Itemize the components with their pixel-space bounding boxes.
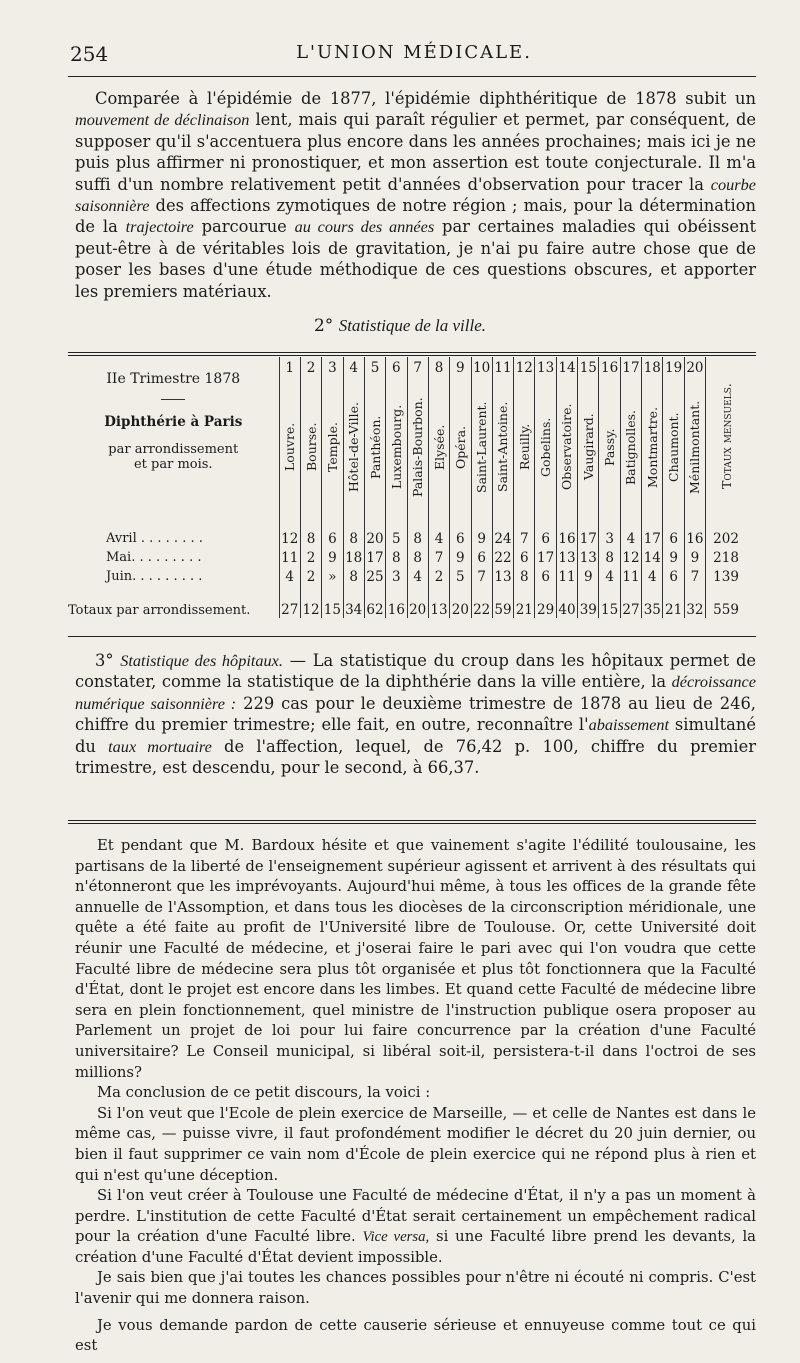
- spacer-cell: [407, 519, 428, 529]
- table-cell: 9: [663, 548, 684, 567]
- row-total: 139: [706, 567, 746, 586]
- table-cell: 6: [450, 529, 471, 548]
- article-paragraph: Si l'on veut créer à Toulouse une Faculté de médecine d'État, il n'y a pas un moment à perdre. L'institution de cette Faculté d'État serait certainement un empêchement radical pour la création d'une Faculté libre. Vice versa, si une Faculté libre prend les devants, la création d'une Faculté d'État devient impossible.: [75, 1187, 756, 1266]
- table-top-rule-2: [68, 355, 756, 356]
- table-cell: 11: [556, 567, 577, 586]
- col-number: 19: [663, 357, 684, 379]
- table-cell: 2: [300, 548, 321, 567]
- spacer-cell: [599, 519, 620, 529]
- emphasis: courbe saisonnière: [75, 174, 756, 216]
- table-cell: 34: [343, 586, 364, 618]
- spacer-cell: [343, 519, 364, 529]
- table-cell: 5: [450, 567, 471, 586]
- col-name-cell: [386, 379, 407, 519]
- col-name: Bourse.: [303, 422, 319, 472]
- table-cell: 6: [535, 529, 556, 548]
- spacer-cell: [578, 519, 599, 529]
- table-cell: 7: [684, 567, 705, 586]
- col-name-cell: [450, 379, 471, 519]
- table-cell: 13: [428, 586, 449, 618]
- table-cell: 8: [407, 548, 428, 567]
- table-body: [68, 519, 746, 618]
- spacer-cell: [620, 519, 641, 529]
- page-header: [70, 42, 758, 70]
- article-paragraph: Je sais bien que j'ai toutes les chances possibles pour n'être ni écouté ni compris. C'est l'avenir qui me donnera raison.: [75, 1269, 756, 1308]
- table-cell: 9: [471, 529, 492, 548]
- table-row: [68, 567, 746, 586]
- spacer-cell: [642, 519, 663, 529]
- col-name: Louvre.: [282, 422, 298, 472]
- col-number: 3: [322, 357, 343, 379]
- section-3-title: Statistique des hôpitaux.: [120, 651, 283, 670]
- emphasis: trajectoire: [125, 217, 194, 237]
- table-cell: 6: [471, 548, 492, 567]
- emphasis: abaissement: [588, 715, 670, 735]
- table-cell: 12: [279, 529, 300, 548]
- spacer-cell: [279, 519, 300, 529]
- table-top-rule: [68, 352, 756, 353]
- table-cell: 17: [578, 529, 599, 548]
- col-name-cell: [428, 379, 449, 519]
- spacer-cell: [68, 519, 279, 529]
- col-name: Palais-Bourbon.: [410, 397, 426, 497]
- table-cell: 2: [428, 567, 449, 586]
- table-cell: 20: [450, 586, 471, 618]
- col-name: Batignolles.: [623, 409, 639, 485]
- col-number: 7: [407, 357, 428, 379]
- emphasis: Vice versa,: [362, 1229, 430, 1246]
- sub-label-1: par arrondissement: [108, 442, 239, 457]
- col-number: 6: [386, 357, 407, 379]
- table-cell: »: [322, 567, 343, 586]
- col-number: 5: [364, 357, 385, 379]
- col-number: 11: [492, 357, 513, 379]
- totals-row: [68, 586, 746, 618]
- spacer-cell: [300, 519, 321, 529]
- col-number: 18: [642, 357, 663, 379]
- col-name: Hôtel-de-Ville.: [346, 402, 362, 492]
- table-row: [68, 529, 746, 548]
- table-cell: 9: [450, 548, 471, 567]
- table-cell: 15: [322, 586, 343, 618]
- col-name-cell: [663, 379, 684, 519]
- table-cell: 13: [492, 567, 513, 586]
- col-number: 20: [684, 357, 705, 379]
- spacer-cell: [386, 519, 407, 529]
- col-name-cell: [407, 379, 428, 519]
- table-cell: 21: [663, 586, 684, 618]
- article-body: [75, 836, 756, 1357]
- table-cell: 8: [343, 529, 364, 548]
- table-cell: 22: [471, 586, 492, 618]
- col-number: 17: [620, 357, 641, 379]
- row-total: 218: [706, 548, 746, 567]
- table-cell: 16: [684, 529, 705, 548]
- disease-label: Diphthérie à Paris: [104, 414, 243, 430]
- table-cell: 17: [642, 529, 663, 548]
- article-paragraph: Si l'on veut que l'Ecole de plein exercice de Marseille, — et celle de Nantes est dans le même cas, — puisse vivre, il faut profondément modifier le décret du 20 juin dernier, ou bien il faut supprimer ce vain nom d'École de plein exercice qui ne répond plus à rien et qui n'est qu'une déception.: [75, 1104, 756, 1184]
- col-name-cell: [364, 379, 385, 519]
- table-cell: 29: [535, 586, 556, 618]
- statistics-table: [68, 357, 746, 618]
- table-cell: 8: [343, 567, 364, 586]
- table-cell: 18: [343, 548, 364, 567]
- col-name: Temple.: [324, 422, 340, 472]
- spacer-cell: [706, 519, 746, 529]
- table-cell: 12: [300, 586, 321, 618]
- spacer-cell: [514, 519, 535, 529]
- emphasis: au cours des années: [294, 217, 435, 237]
- row-label: Mai. . . . . . . . .: [106, 550, 202, 565]
- table-cell: 4: [279, 567, 300, 586]
- table-cell: 20: [364, 529, 385, 548]
- table-cell: 16: [386, 586, 407, 618]
- col-name-cell: [556, 379, 577, 519]
- col-number: 13: [535, 357, 556, 379]
- table-cell: 3: [599, 529, 620, 548]
- table-cell: 9: [578, 567, 599, 586]
- emphasis: mouvement de déclinaison: [75, 110, 250, 130]
- table-cell: 24: [492, 529, 513, 548]
- totals-row-label: Totaux par arrondissement.: [68, 602, 251, 618]
- col-number: 1: [279, 357, 300, 379]
- spacer-cell: [450, 519, 471, 529]
- col-name-cell: [578, 379, 599, 519]
- totals-header-cell: [706, 357, 746, 519]
- table-cell: 3: [386, 567, 407, 586]
- col-name: Luxembourg.: [388, 404, 404, 490]
- sub-label-2: et par mois.: [133, 457, 213, 472]
- table-cell: 13: [578, 548, 599, 567]
- col-name: Passy.: [602, 428, 618, 466]
- table-cell: 8: [386, 548, 407, 567]
- table-cell: 11: [279, 548, 300, 567]
- table-cell: 13: [556, 548, 577, 567]
- table-cell: 59: [492, 586, 513, 618]
- col-number: 8: [428, 357, 449, 379]
- table-cell: 8: [514, 567, 535, 586]
- spacer-cell: [663, 519, 684, 529]
- table-cell: 9: [684, 548, 705, 567]
- table-cell: 14: [642, 548, 663, 567]
- col-name-cell: [279, 379, 300, 519]
- col-name-cell: [599, 379, 620, 519]
- col-name: Vaugirard.: [580, 413, 596, 481]
- table-cell: 4: [620, 529, 641, 548]
- section-2-heading: 2° Statistique de la ville.: [313, 316, 487, 336]
- col-name-cell: [471, 379, 492, 519]
- spacer-cell: [535, 519, 556, 529]
- col-number: 9: [450, 357, 471, 379]
- spacer-cell: [364, 519, 385, 529]
- table-cell: 7: [514, 529, 535, 548]
- col-name-cell: [535, 379, 556, 519]
- col-name: Reuilly.: [516, 423, 532, 471]
- table-cell: 6: [535, 567, 556, 586]
- table-cell: 5: [386, 529, 407, 548]
- col-name: Chaumont.: [666, 412, 682, 482]
- table-header-numbers: [68, 357, 746, 379]
- row-total: 559: [706, 586, 746, 618]
- table-cell: 21: [514, 586, 535, 618]
- table-cell: 16: [556, 529, 577, 548]
- spacer-cell: [684, 519, 705, 529]
- row-total: 202: [706, 529, 746, 548]
- article-paragraph: Et pendant que M. Bardoux hésite et que vainement s'agite l'édilité toulousaine, les partisans de la liberté de l'enseignement supérieur agissent et arrivent à des résultats qui n'étonneront que les imprévoyants. Aujourd'hui même, à tous les offices de la grande fête annuelle de l'Assomption, et dans tous les diocèses de la circonscription méridionale, une quête a été faite au profit de l'Université libre de Toulouse. Or, cette Université doit réunir une Faculté de médecine, et j'oserai faire le pari avec qui l'on voudra que cette Faculté libre de médecine sera plus tôt organisée et plus tôt fonctionnera que la Faculté d'État, dont le projet est encore dans les limbes. Et quand cette Faculté de médecine libre sera en plein fonctionnement, quel ministre de l'instruction publique osera proposer au Parlement un projet de loi pour lui faire concurrence par la création d'une Faculté universitaire? Le Conseil municipal, si libéral soit-il, persistera-t-il dans l'octroi de ses millions?: [75, 837, 756, 1081]
- table-cell: 4: [407, 567, 428, 586]
- article-paragraph: Je vous demande pardon de cette causerie sérieuse et ennuyeuse comme tout ce qui est: [75, 1316, 756, 1355]
- table-cell: 17: [535, 548, 556, 567]
- table-cell: 4: [642, 567, 663, 586]
- col-name-cell: [322, 379, 343, 519]
- col-number: 15: [578, 357, 599, 379]
- col-name: Panthéon.: [367, 415, 383, 479]
- col-name-cell: [684, 379, 705, 519]
- table-cell: 39: [578, 586, 599, 618]
- table-cell: 2: [300, 567, 321, 586]
- col-number: 2: [300, 357, 321, 379]
- col-number: 10: [471, 357, 492, 379]
- col-name-cell: [514, 379, 535, 519]
- table-cell: 11: [620, 567, 641, 586]
- col-name: Elysée.: [431, 424, 447, 470]
- row-label: Juin. . . . . . . . .: [106, 569, 203, 584]
- table-cell: 12: [620, 548, 641, 567]
- page-number: 254: [70, 42, 109, 66]
- table-cell: 7: [471, 567, 492, 586]
- spacer-cell: [492, 519, 513, 529]
- table-cell: 9: [322, 548, 343, 567]
- col-name: Opéra.: [452, 425, 468, 469]
- col-name-cell: [492, 379, 513, 519]
- article-rule-2: [68, 823, 756, 824]
- intro-paragraph: Comparée à l'épidémie de 1877, l'épidémie diphthéritique de 1878 subit un mouvement de déclinaison lent, mais qui paraît régulier et permet, par conséquent, de supposer qu'il s'accentuera plus encore dans les années prochaines; mais ici je ne puis plus affirmer ni pronostiquer, et mon assertion est toute conjecturale. Il m'a suffi d'un nombre relativement petit d'années d'observation pour tracer la courbe saisonnière des affections zymotiques de notre région ; mais, pour la détermination de la trajectoire parcourue au cours des années par certaines maladies qui obéissent peut-être à de véritables lois de gravitation, je n'ai pu faire autre chose que de poser les bases d'une étude méthodique de ces questions obscures, et apporter les premiers matériaux.: [75, 89, 756, 301]
- table-cell: 35: [642, 586, 663, 618]
- col-name: Observatoire.: [559, 403, 575, 491]
- table-cell: 32: [684, 586, 705, 618]
- table-cell: 20: [407, 586, 428, 618]
- table-cell: 27: [279, 586, 300, 618]
- col-name: Saint-Laurent.: [474, 401, 490, 493]
- totals-header: Totaux mensuels.: [718, 383, 734, 489]
- col-name-cell: [300, 379, 321, 519]
- section-3-paragraph: 3° Statistique des hôpitaux. — La statistique du croup dans les hôpitaux permet de constater, comme la statistique de la diphthérie dans la ville entière, la décroissance numérique saisonnière : 229 cas pour le deuxième trimestre de 1878 au lieu de 246, chiffre du premier trimestre; elle fait, en outre, reconnaître l'abaissement simultané du taux mortuaire de l'affection, lequel, de 76,42 p. 100, chiffre du premier trimestre, est descendu, pour le second, à 66,37.: [75, 651, 757, 778]
- table-row: [68, 548, 746, 567]
- table-cell: 7: [428, 548, 449, 567]
- running-title: L'UNION MÉDICALE.: [296, 42, 532, 63]
- col-name: Gobelins.: [538, 417, 554, 477]
- table-cell: 4: [599, 567, 620, 586]
- col-name-cell: [642, 379, 663, 519]
- table-stub-header: [68, 357, 279, 519]
- table-cell: 8: [407, 529, 428, 548]
- table-cell: 17: [364, 548, 385, 567]
- col-name-cell: [343, 379, 364, 519]
- col-name-cell: [620, 379, 641, 519]
- col-number: 4: [343, 357, 364, 379]
- col-name: Ménilmontant.: [687, 400, 703, 494]
- spacer-cell: [428, 519, 449, 529]
- col-number: 16: [599, 357, 620, 379]
- table-bottom-rule: [68, 636, 756, 637]
- col-name: Montmartre.: [644, 406, 660, 488]
- table-cell: 62: [364, 586, 385, 618]
- quarter-label: IIe Trimestre 1878: [106, 371, 241, 387]
- col-name: Saint-Antoine.: [495, 401, 511, 493]
- article-paragraph: Ma conclusion de ce petit discours, la voici :: [97, 1084, 431, 1102]
- table-cell: 27: [620, 586, 641, 618]
- table-cell: 6: [514, 548, 535, 567]
- spacer-cell: [322, 519, 343, 529]
- emphasis: décroissance numérique saisonnière :: [75, 672, 756, 713]
- table-cell: 25: [364, 567, 385, 586]
- table-cell: 15: [599, 586, 620, 618]
- table-cell: 22: [492, 548, 513, 567]
- emphasis: taux mortuaire: [108, 736, 212, 756]
- header-rule: [68, 76, 756, 77]
- table-cell: 8: [599, 548, 620, 567]
- table-cell: 6: [663, 529, 684, 548]
- spacer-row: [68, 519, 746, 529]
- table-cell: 6: [663, 567, 684, 586]
- table-cell: 6: [322, 529, 343, 548]
- table-cell: 4: [428, 529, 449, 548]
- table-cell: 40: [556, 586, 577, 618]
- col-number: 14: [556, 357, 577, 379]
- row-label: Avril . . . . . . . .: [106, 531, 203, 546]
- spacer-cell: [471, 519, 492, 529]
- table-cell: 8: [300, 529, 321, 548]
- col-number: 12: [514, 357, 535, 379]
- spacer-cell: [556, 519, 577, 529]
- article-rule: [68, 820, 756, 821]
